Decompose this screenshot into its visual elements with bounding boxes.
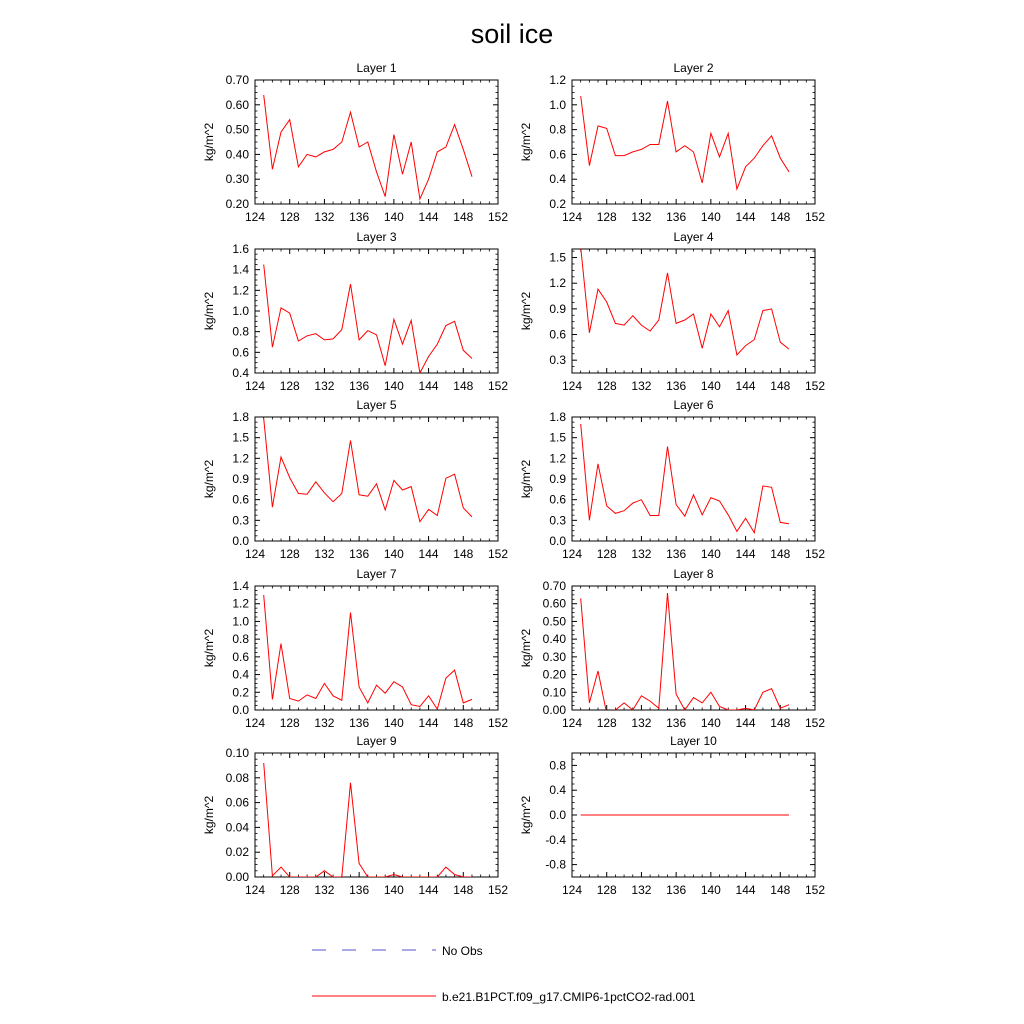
- y-tick-label: 0.4: [549, 783, 566, 798]
- series-line: [581, 96, 789, 189]
- y-tick-label: 1.0: [232, 304, 249, 318]
- y-tick-label: 1.0: [549, 97, 566, 112]
- y-tick-label: 1.0: [232, 614, 249, 629]
- plot-frame: [255, 80, 498, 204]
- x-tick-label: 140: [383, 716, 404, 730]
- panel-title: Layer 5: [356, 398, 397, 412]
- x-tick-label: 124: [561, 547, 583, 561]
- y-axis-label: kg/m^2: [519, 291, 533, 331]
- x-tick-label: 132: [631, 379, 652, 393]
- x-tick-label: 152: [804, 379, 826, 393]
- plot-frame: [255, 249, 498, 373]
- x-tick-label: 136: [666, 883, 687, 897]
- x-tick-label: 136: [349, 210, 370, 224]
- x-tick-label: 128: [279, 716, 300, 730]
- y-tick-label: 0.6: [549, 492, 566, 507]
- y-tick-label: 1.5: [549, 250, 566, 265]
- y-tick-label: 0.30: [225, 172, 249, 187]
- y-tick-label: 0.8: [232, 632, 249, 647]
- y-tick-label: 0.70: [542, 579, 566, 593]
- y-tick-label: 0.00: [542, 703, 566, 717]
- y-tick-label: 0.10: [225, 746, 249, 760]
- y-tick-label: 0.0: [232, 703, 249, 717]
- x-tick-label: 144: [418, 210, 439, 224]
- y-tick-label: 0.50: [225, 122, 249, 137]
- x-tick-label: 148: [453, 716, 474, 730]
- panel-layer-4: [519, 230, 825, 393]
- x-tick-label: 136: [666, 210, 687, 224]
- x-tick-label: 152: [487, 210, 509, 224]
- y-tick-label: 0.4: [232, 667, 249, 682]
- x-tick-label: 144: [735, 379, 756, 393]
- panel-layer-5: [202, 398, 508, 561]
- plot-frame: [255, 753, 498, 877]
- y-tick-label: 0.04: [225, 820, 249, 835]
- x-tick-label: 140: [700, 379, 721, 393]
- y-axis-label: kg/m^2: [202, 628, 216, 668]
- series-line: [264, 95, 472, 199]
- panel-title: Layer 4: [673, 230, 714, 244]
- panel-layer-2: [519, 61, 825, 224]
- x-tick-label: 148: [770, 379, 791, 393]
- x-tick-label: 128: [279, 379, 300, 393]
- x-tick-label: 124: [561, 883, 583, 897]
- y-tick-label: -0.8: [545, 857, 566, 872]
- x-tick-label: 132: [631, 210, 652, 224]
- y-axis-label: kg/m^2: [519, 795, 533, 835]
- x-tick-label: 124: [244, 379, 266, 393]
- x-tick-label: 140: [700, 716, 721, 730]
- y-axis-label: kg/m^2: [202, 459, 216, 499]
- y-tick-label: 0.6: [232, 649, 249, 664]
- legend-model-label: b.e21.B1PCT.f09_g17.CMIP6-1pctCO2-rad.001: [442, 990, 696, 1004]
- x-tick-label: 132: [631, 716, 652, 730]
- x-tick-label: 144: [418, 547, 439, 561]
- x-tick-label: 128: [596, 379, 617, 393]
- y-tick-label: 0.40: [542, 632, 566, 647]
- y-tick-label: 0.30: [542, 649, 566, 664]
- x-tick-label: 140: [383, 210, 404, 224]
- y-tick-label: 0.6: [232, 492, 249, 507]
- y-tick-label: -0.4: [545, 832, 566, 847]
- x-tick-label: 136: [666, 379, 687, 393]
- series-line: [581, 424, 789, 533]
- y-tick-label: 0.3: [232, 513, 249, 528]
- x-tick-label: 140: [383, 379, 404, 393]
- y-tick-label: 0.3: [549, 353, 566, 368]
- y-tick-label: 1.8: [232, 410, 249, 424]
- x-tick-label: 124: [244, 210, 266, 224]
- x-tick-label: 148: [770, 547, 791, 561]
- x-tick-label: 148: [770, 210, 791, 224]
- x-tick-label: 140: [383, 883, 404, 897]
- y-tick-label: 0.9: [232, 472, 249, 486]
- x-tick-label: 136: [349, 379, 370, 393]
- x-tick-label: 132: [314, 547, 335, 561]
- x-tick-label: 140: [700, 210, 721, 224]
- y-tick-label: 1.4: [232, 262, 249, 277]
- panel-title: Layer 6: [673, 398, 714, 412]
- y-tick-label: 0.00: [225, 870, 249, 884]
- x-tick-label: 148: [453, 883, 474, 897]
- y-tick-label: 0.08: [225, 770, 249, 785]
- y-tick-label: 0.4: [549, 172, 566, 187]
- y-tick-label: 0.60: [225, 97, 249, 112]
- x-tick-label: 136: [349, 883, 370, 897]
- series-line: [581, 593, 789, 713]
- series-line: [264, 763, 472, 877]
- panel-layer-7: [202, 567, 508, 730]
- y-tick-label: 0.6: [549, 147, 566, 162]
- x-tick-label: 148: [770, 883, 791, 897]
- x-tick-label: 128: [279, 883, 300, 897]
- y-tick-label: 1.8: [549, 410, 566, 424]
- series-line: [264, 265, 472, 374]
- y-tick-label: 0.50: [542, 614, 566, 629]
- x-tick-label: 132: [314, 379, 335, 393]
- y-axis-label: kg/m^2: [519, 122, 533, 162]
- y-axis-label: kg/m^2: [519, 459, 533, 499]
- y-axis-label: kg/m^2: [202, 122, 216, 162]
- x-tick-label: 124: [561, 210, 583, 224]
- y-tick-label: 0.2: [549, 197, 566, 211]
- y-tick-label: 0.40: [225, 147, 249, 162]
- y-tick-label: 1.2: [232, 596, 249, 611]
- y-tick-label: 0.9: [549, 472, 566, 486]
- legend: [312, 944, 696, 1004]
- x-tick-label: 128: [596, 716, 617, 730]
- x-tick-label: 128: [596, 210, 617, 224]
- y-tick-label: 1.2: [549, 73, 566, 87]
- panels-group: [202, 61, 825, 897]
- plot-frame: [255, 417, 498, 541]
- y-tick-label: 0.6: [549, 327, 566, 342]
- y-tick-label: 0.0: [549, 808, 566, 822]
- y-tick-label: 0.2: [232, 685, 249, 700]
- y-tick-label: 0.3: [549, 513, 566, 528]
- y-tick-label: 0.0: [232, 534, 249, 548]
- x-tick-label: 140: [700, 883, 721, 897]
- y-tick-label: 0.70: [225, 73, 249, 87]
- x-tick-label: 140: [383, 547, 404, 561]
- panel-layer-1: [202, 61, 508, 224]
- plot-frame: [572, 417, 815, 541]
- plot-frame: [572, 249, 815, 373]
- panel-layer-8: [519, 567, 825, 730]
- x-tick-label: 124: [244, 883, 266, 897]
- x-tick-label: 124: [244, 716, 266, 730]
- y-tick-label: 1.5: [232, 430, 249, 445]
- x-tick-label: 128: [279, 547, 300, 561]
- y-tick-label: 1.6: [232, 242, 249, 256]
- y-tick-label: 0.0: [549, 534, 566, 548]
- x-tick-label: 152: [804, 883, 826, 897]
- x-tick-label: 144: [735, 716, 756, 730]
- y-tick-label: 0.6: [232, 345, 249, 360]
- plot-frame: [572, 586, 815, 710]
- y-tick-label: 0.06: [225, 795, 249, 810]
- y-tick-label: 0.8: [549, 758, 566, 773]
- x-tick-label: 128: [596, 547, 617, 561]
- y-axis-label: kg/m^2: [202, 291, 216, 331]
- y-axis-label: kg/m^2: [202, 795, 216, 835]
- x-tick-label: 152: [487, 547, 509, 561]
- panel-layer-10: [519, 734, 825, 897]
- x-tick-label: 132: [314, 210, 335, 224]
- panel-title: Layer 7: [356, 567, 397, 581]
- y-tick-label: 0.8: [232, 324, 249, 339]
- series-line: [581, 247, 789, 355]
- x-tick-label: 152: [487, 883, 509, 897]
- panel-title: Layer 10: [670, 734, 717, 748]
- x-tick-label: 152: [487, 716, 509, 730]
- y-tick-label: 0.10: [542, 685, 566, 700]
- x-tick-label: 136: [349, 547, 370, 561]
- x-tick-label: 124: [561, 379, 583, 393]
- plot-frame: [572, 80, 815, 204]
- x-tick-label: 124: [561, 716, 583, 730]
- x-tick-label: 152: [804, 210, 826, 224]
- y-tick-label: 0.20: [225, 197, 249, 211]
- x-tick-label: 140: [700, 547, 721, 561]
- y-tick-label: 0.4: [232, 366, 249, 380]
- x-tick-label: 148: [770, 716, 791, 730]
- panel-title: Layer 3: [356, 230, 397, 244]
- x-tick-label: 136: [349, 716, 370, 730]
- panel-layer-6: [519, 398, 825, 561]
- y-tick-label: 1.5: [549, 430, 566, 445]
- panel-layer-9: [202, 734, 508, 897]
- x-tick-label: 136: [666, 716, 687, 730]
- y-tick-label: 1.2: [232, 451, 249, 466]
- panel-title: Layer 9: [356, 734, 397, 748]
- figure-title: soil ice: [470, 19, 554, 49]
- series-line: [264, 595, 472, 709]
- x-tick-label: 132: [631, 883, 652, 897]
- x-tick-label: 152: [804, 547, 826, 561]
- x-tick-label: 148: [453, 547, 474, 561]
- x-tick-label: 144: [418, 379, 439, 393]
- y-tick-label: 0.9: [549, 301, 566, 316]
- series-line: [264, 418, 472, 521]
- x-tick-label: 148: [453, 379, 474, 393]
- x-tick-label: 132: [314, 716, 335, 730]
- y-tick-label: 0.02: [225, 845, 249, 860]
- panel-title: Layer 1: [356, 61, 397, 75]
- y-axis-label: kg/m^2: [519, 628, 533, 668]
- x-tick-label: 124: [244, 547, 266, 561]
- x-tick-label: 152: [804, 716, 826, 730]
- x-tick-label: 148: [453, 210, 474, 224]
- x-tick-label: 144: [735, 210, 756, 224]
- y-tick-label: 0.20: [542, 667, 566, 682]
- x-tick-label: 144: [418, 716, 439, 730]
- x-tick-label: 144: [735, 547, 756, 561]
- panel-title: Layer 8: [673, 567, 714, 581]
- x-tick-label: 136: [666, 547, 687, 561]
- y-tick-label: 0.60: [542, 596, 566, 611]
- x-tick-label: 132: [314, 883, 335, 897]
- y-tick-label: 1.2: [549, 276, 566, 291]
- x-tick-label: 144: [418, 883, 439, 897]
- x-tick-label: 144: [735, 883, 756, 897]
- y-tick-label: 1.2: [549, 451, 566, 466]
- plot-frame: [255, 586, 498, 710]
- y-tick-label: 1.4: [232, 579, 249, 593]
- x-tick-label: 152: [487, 379, 509, 393]
- panel-layer-3: [202, 230, 508, 393]
- x-tick-label: 128: [596, 883, 617, 897]
- y-tick-label: 1.2: [232, 283, 249, 298]
- legend-obs-label: No Obs: [442, 944, 483, 958]
- y-tick-label: 0.8: [549, 122, 566, 137]
- x-tick-label: 132: [631, 547, 652, 561]
- panel-title: Layer 2: [673, 61, 714, 75]
- x-tick-label: 128: [279, 210, 300, 224]
